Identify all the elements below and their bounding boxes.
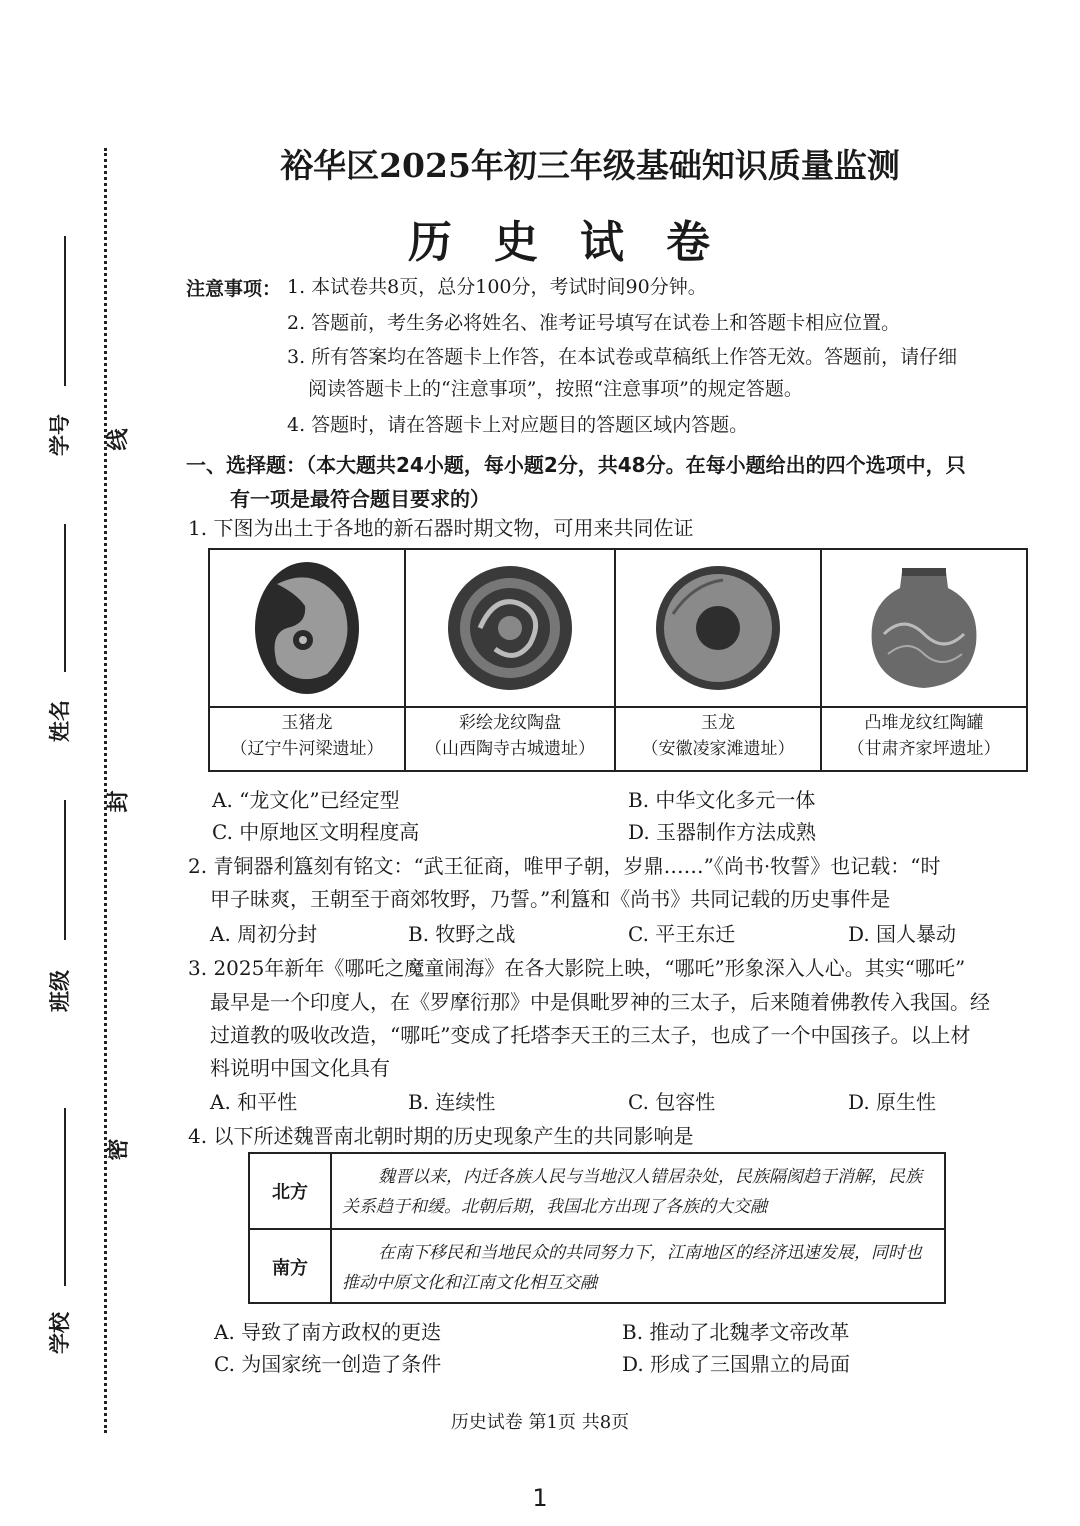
name-blank[interactable]	[64, 524, 66, 672]
note-item-3: 3. 所有答案均在答题卡上作答，在本试卷或草稿纸上作答无效。答题前，请仔细	[287, 346, 958, 368]
artifact-site: （甘肃齐家坪遗址）	[847, 739, 1001, 759]
school-label: 学校	[48, 1312, 72, 1354]
q4-row-key: 南方	[250, 1230, 332, 1304]
q4-row-text: 在南下移民和当地民众的共同努力下，江南地区的经济迅速发展，同时也推动中原文化和江南文化相互交融	[342, 1243, 922, 1293]
section-heading-line1: 一、选择题：（本大题共24小题，每小题2分，共48分。在每小题给出的四个选项中，只	[186, 453, 966, 477]
jade-dragon-image	[616, 550, 820, 708]
page-number: 1	[532, 1484, 548, 1512]
artifact-cell	[822, 550, 1026, 770]
student-id-label: 学号	[48, 414, 72, 456]
q3-line3: 过道教的吸收改造，“哪吒”变成了托塔李天王的三太子，也成了一个中国孩子。以上材	[210, 1023, 971, 1047]
q2-option-c[interactable]: C. 平王东迁	[628, 922, 736, 946]
q1-option-d[interactable]: D. 玉器制作方法成熟	[628, 820, 817, 844]
q2-option-a[interactable]: A. 周初分封	[210, 922, 318, 946]
seal-char-mi: 密	[106, 1138, 132, 1161]
artifact-cell	[616, 550, 822, 770]
q1-stem: 1. 下图为出土于各地的新石器时期文物，可用来共同佐证	[188, 516, 694, 540]
name-label: 姓名	[48, 700, 72, 742]
exam-title: 裕华区2025年初三年级基础知识质量监测	[280, 146, 900, 185]
artifact-name: 玉猪龙	[281, 713, 333, 733]
subject-title: 历史试卷	[408, 217, 752, 268]
note-item-4: 4. 答题时，请在答题卡上对应题目的答题区域内答题。	[287, 414, 749, 436]
page-footer: 历史试卷 第1页 共8页	[450, 1412, 630, 1433]
q3-option-a[interactable]: A. 和平性	[210, 1090, 298, 1114]
seal-char-feng: 封	[106, 790, 132, 813]
q2-line2: 甲子昧爽，王朝至于商郊牧野，乃誓。”利簋和《尚书》共同记载的历史事件是	[210, 887, 891, 911]
artifact-name: 玉龙	[701, 713, 735, 733]
q2-option-d[interactable]: D. 国人暴动	[848, 922, 957, 946]
painted-dragon-plate-image	[406, 550, 614, 708]
artifact-caption	[822, 710, 1026, 762]
artifact-name: 彩绘龙纹陶盘	[459, 713, 561, 733]
q2-line1: 2. 青铜器利簋刻有铭文：“武王征商，唯甲子朝，岁鼎……”《尚书·牧誓》也记载：“时	[188, 854, 941, 878]
q3-option-b[interactable]: B. 连续性	[408, 1090, 496, 1114]
artifact-site: （辽宁牛河梁遗址）	[230, 739, 384, 759]
section-heading	[186, 448, 1036, 516]
q4-row-text: 魏晋以来，内迁各族人民与当地汉人错居杂处，民族隔阂趋于消解，民族关系趋于和缓。北朝后期，我国北方出现了各族的大交融	[342, 1167, 922, 1217]
q1-option-a[interactable]: A. “龙文化”已经定型	[212, 788, 400, 812]
school-blank[interactable]	[64, 1108, 66, 1286]
q3-option-c[interactable]: C. 包容性	[628, 1090, 716, 1114]
artifact-name: 凸堆龙纹红陶罐	[864, 713, 984, 733]
seal-char-xian: 线	[106, 428, 132, 451]
artifact-caption	[210, 710, 404, 762]
q4-row-south	[250, 1230, 944, 1304]
note-item-3-cont: 阅读答题卡上的“注意事项”，按照“注意事项”的规定答题。	[308, 378, 803, 400]
q4-option-a[interactable]: A. 导致了南方政权的更迭	[214, 1320, 442, 1344]
q1-option-c[interactable]: C. 中原地区文明程度高	[212, 820, 420, 844]
note-item-1: 1. 本试卷共8页，总分100分，考试时间90分钟。	[287, 276, 707, 298]
q2-option-b[interactable]: B. 牧野之战	[408, 922, 516, 946]
note-item-2: 2. 答题前，考生务必将姓名、准考证号填写在试卷上和答题卡相应位置。	[287, 312, 901, 334]
q1-artifact-table	[208, 548, 1028, 772]
q4-material-table	[248, 1152, 946, 1304]
student-id-blank[interactable]	[64, 236, 66, 386]
q3-option-d[interactable]: D. 原生性	[848, 1090, 937, 1114]
q4-option-c[interactable]: C. 为国家统一创造了条件	[214, 1352, 442, 1376]
artifact-cell	[210, 550, 406, 770]
red-pottery-jar-image	[822, 550, 1026, 708]
q4-option-d[interactable]: D. 形成了三国鼎立的局面	[622, 1352, 851, 1376]
q4-row-key: 北方	[250, 1154, 332, 1228]
q3-line2: 最早是一个印度人，在《罗摩衍那》中是俱毗罗神的三太子，后来随着佛教传入我国。经	[210, 990, 990, 1014]
class-label: 班级	[48, 970, 72, 1012]
notes-label: 注意事项：	[186, 278, 282, 300]
q4-stem: 4. 以下所述魏晋南北朝时期的历史现象产生的共同影响是	[188, 1124, 694, 1148]
q4-row-north	[250, 1154, 944, 1230]
q3-line1: 3. 2025年新年《哪吒之魔童闹海》在各大影院上映，“哪吒”形象深入人心。其实“哪吒”	[188, 956, 966, 980]
artifact-cell	[406, 550, 616, 770]
q3-line4: 料说明中国文化具有	[210, 1056, 390, 1080]
artifact-caption	[406, 710, 614, 762]
q1-option-b[interactable]: B. 中华文化多元一体	[628, 788, 816, 812]
q4-option-b[interactable]: B. 推动了北魏孝文帝改革	[622, 1320, 850, 1344]
section-heading-line2: 有一项是最符合题目要求的）	[230, 487, 490, 511]
artifact-site: （安徽凌家滩遗址）	[641, 739, 795, 759]
artifact-site: （山西陶寺古城遗址）	[425, 739, 595, 759]
jade-pig-dragon-image	[210, 550, 404, 708]
artifact-caption	[616, 710, 820, 762]
class-blank[interactable]	[64, 800, 66, 940]
